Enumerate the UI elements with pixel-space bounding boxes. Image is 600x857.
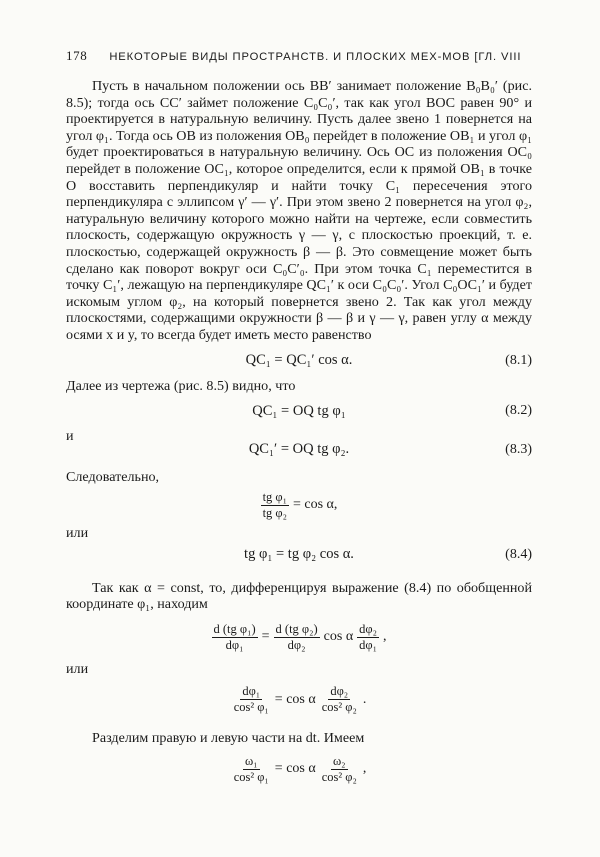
cos-left-fraction <box>232 685 271 714</box>
text-or-1: или <box>66 525 89 542</box>
text-from-drawing: Далее из чертежа (рис. 8.5) видно, что <box>66 377 296 394</box>
equation-8-3-number: (8.3) <box>505 441 532 457</box>
equation-8-4 <box>66 542 532 568</box>
cos-right-fraction <box>320 685 359 714</box>
text-and: и <box>66 428 74 445</box>
diff-phi-denominator: dφ₁ <box>359 637 377 652</box>
cos-mid: = cos α <box>274 691 316 707</box>
ratio-fraction <box>261 491 289 520</box>
diff-left-fraction <box>212 623 258 652</box>
equation-8-2-expr: QC₁ = OQ tg φ₁ <box>252 402 346 419</box>
equation-8-4-number: (8.4) <box>505 546 532 562</box>
diff-phi-fraction <box>357 623 379 652</box>
diff-right-fraction <box>274 623 320 652</box>
omega-mid: = cos α <box>274 761 316 777</box>
cos-tail: . <box>362 691 367 707</box>
equation-8-2-number: (8.2) <box>505 403 532 419</box>
paragraph-differentiate: Так как α = const, то, дифференцируя выражение (8.4) по обобщенной координате φ₁, находим <box>66 579 532 613</box>
text-divide-by-dt: Разделим правую и левую части на dt. Имеем <box>92 729 365 746</box>
omega-right-fraction <box>320 755 359 784</box>
page-number: 178 <box>66 48 88 63</box>
equation-8-2 <box>66 394 532 428</box>
equation-differential <box>66 613 532 661</box>
omega-tail: , <box>362 761 367 777</box>
ratio-rhs: = cos α, <box>293 497 338 513</box>
equation-8-1 <box>66 344 532 378</box>
cos-left-numerator: dφ₁ <box>242 684 261 699</box>
book-page <box>66 48 532 792</box>
omega-left-fraction <box>232 755 271 784</box>
equation-ratio <box>66 485 532 525</box>
text-or-2: или <box>66 661 89 678</box>
equation-8-4-expr: tg φ₁ = tg φ₂ cos α. <box>244 546 354 563</box>
diff-right-numerator: d (tg φ₂) <box>275 621 318 636</box>
running-title: НЕКОТОРЫЕ ВИДЫ ПРОСТРАНСТВ. И ПЛОСКИХ МЕХ-МОВ [ГЛ. VIII <box>109 51 522 63</box>
omega-left-denominator: cos² φ₁ <box>233 769 269 784</box>
omega-right-denominator: cos² φ₂ <box>321 769 357 784</box>
equation-8-3 <box>66 437 532 463</box>
running-header <box>66 48 532 64</box>
ratio-numerator: tg φ₁ <box>262 489 287 504</box>
equation-8-1-expr: QC₁ = QC₁′ cos α. <box>245 352 353 368</box>
equation-8-3-expr: QC₁′ = OQ tg φ₂. <box>248 441 350 458</box>
paragraph-1: Пусть в начальном положении ось BB′ занимает положение B₀B₀′ (рис. 8.5); тогда ось CC′ займет положение C₀C₀′, так как угол BOC равен 90° и проектируется в натуральную величину. Пусть далее звено 1 повернется на угол φ₁. Тогда ось OB из положения OB₀ перейдет в положение OB₁ и угол φ₁ будет проектироваться в натуральную величину. Ось OC из положения OC₀ перейдет в положение OC₁, которое определится, если к прямой OB₁ в точке O восставить перпендикуляр и найти точку C₁ пересечения этого перпендикуляра с эллипсом γ′ — γ′. При этом звено 2 повернется на угол φ₂, натуральную величину которого можно найти на чертеже, если совместить плоскость, содержащую окружность γ — γ, с плоскостью проекций, т. е. плоскостью, содержащей окружность β — β. Это совмещение может быть сделано как поворот вокруг оси C₀C′₀. При этом точка C₁ переместится в точку C₁′, лежащую на перпендикуляре QC₁′ к оси C₀C₀′. Угол C₀OC₁′ и будет искомым углом φ₂, на который повернется звено 2. Так как угол между плоскостями, содержащими окружности β — β и γ — γ, равен углу α между осями x и y, то всегда будет иметь место равенство <box>66 78 532 343</box>
diff-cos-alpha: cos α <box>323 629 354 645</box>
cos-right-denominator: cos² φ₂ <box>321 700 357 715</box>
text-consequently: Следовательно, <box>66 468 160 485</box>
diff-phi-numerator: dφ₂ <box>359 621 377 636</box>
diff-equals: = <box>261 629 270 645</box>
equation-cos-squared <box>66 678 532 722</box>
equation-8-1-number: (8.1) <box>505 352 532 368</box>
omega-left-numerator: ω₁ <box>244 753 258 768</box>
cos-right-numerator: dφ₂ <box>330 684 349 699</box>
diff-left-numerator: d (tg φ₁) <box>213 621 256 636</box>
cos-left-denominator: cos² φ₁ <box>233 700 269 715</box>
diff-right-denominator: dφ₂ <box>287 637 306 652</box>
omega-right-numerator: ω₂ <box>332 753 346 768</box>
diff-left-denominator: dφ₁ <box>225 637 244 652</box>
ratio-denominator: tg φ₂ <box>262 505 287 520</box>
diff-tail: , <box>382 629 387 645</box>
equation-omega <box>66 746 532 792</box>
